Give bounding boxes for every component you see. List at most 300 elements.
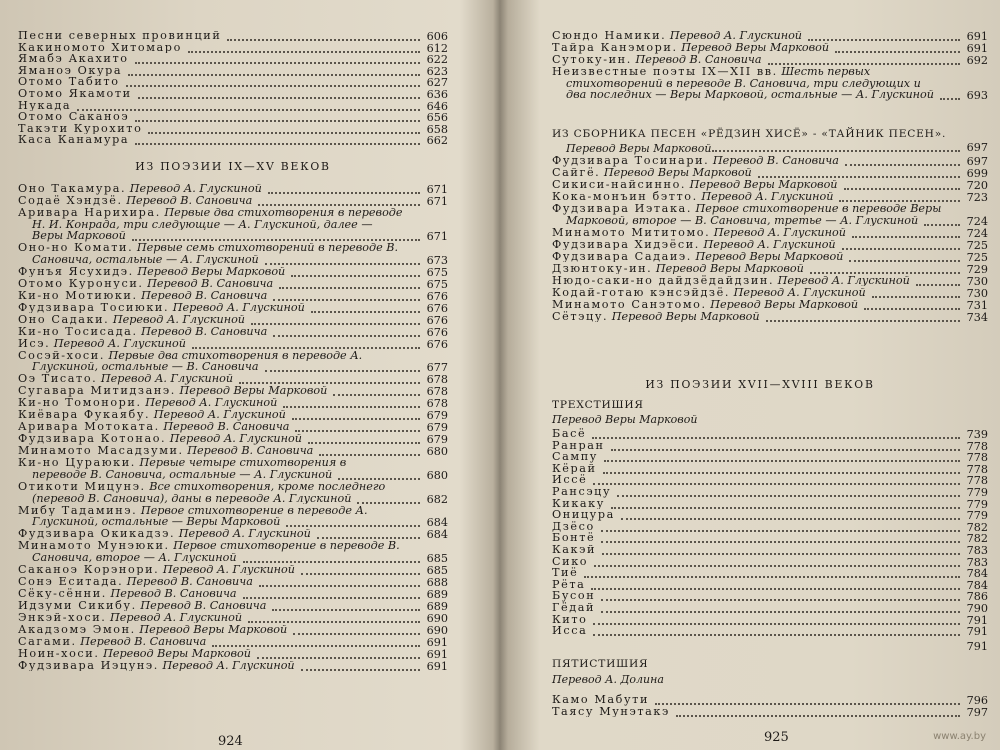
- toc-page-number: 675: [426, 277, 448, 291]
- author-name: Минамото Мунэюки.: [18, 540, 170, 552]
- translator-note: Перевод В. Сановича: [122, 195, 253, 207]
- toc-entry-line: [552, 89, 962, 101]
- dot-leader: [291, 273, 420, 277]
- dot-leader: [808, 37, 960, 41]
- translator-note: Первые два стихотворения в переводе: [160, 207, 403, 219]
- author-name: Оницура: [552, 509, 615, 521]
- author-name: Таясу Мунэтакэ: [552, 705, 670, 718]
- dot-leader: [602, 551, 960, 555]
- dot-leader: [940, 96, 960, 100]
- toc-page-number: 724: [966, 226, 988, 240]
- toc-page-number: 778: [966, 451, 988, 465]
- toc-page-number: 636: [426, 88, 448, 101]
- toc-page-number: 679: [426, 433, 448, 447]
- toc-page-number: 627: [426, 76, 448, 90]
- dot-leader: [852, 234, 960, 238]
- toc-page-number: 796: [966, 694, 988, 707]
- dot-leader: [849, 258, 960, 262]
- toc-page-number: 729: [966, 262, 988, 276]
- translator-note: Перевод А. Глускиной: [50, 337, 186, 350]
- translator-note: Перевод Веры Марковой: [133, 265, 286, 278]
- subheading-three-line: ТРЕХСТИШИЯ: [552, 399, 644, 411]
- dot-leader: [192, 345, 420, 349]
- author-name: Сюндо Намики.: [552, 30, 667, 42]
- translator-note: Перевод А. Глускиной: [699, 238, 836, 251]
- author-name: Саканоэ Корэнори.: [18, 563, 160, 576]
- toc-entry-line: [18, 540, 408, 552]
- author-name: Ки-но Цураюки.: [18, 457, 136, 469]
- author-name: Ки-но Томонори.: [18, 397, 142, 409]
- author-name: Кёрай: [552, 462, 597, 475]
- author-name: Ноин-хоси.: [18, 647, 100, 660]
- dot-leader: [293, 631, 420, 635]
- dot-leader: [842, 246, 960, 250]
- dot-leader: [592, 435, 960, 439]
- dot-leader: [617, 493, 960, 497]
- author-name: Неизвестные поэты IX—XII вв.: [552, 66, 778, 78]
- section-heading-ix-xv: ИЗ ПОЭЗИИ IX—XV ВЕКОВ: [135, 160, 331, 173]
- dot-leader: [135, 118, 420, 122]
- translator-note: переводе В. Сановича, остальные — А. Глускиной: [32, 468, 333, 481]
- translator-note: Глускиной, остальные — Веры Марковой: [32, 516, 281, 528]
- author-name: Оэ Тисато.: [18, 373, 98, 385]
- toc-page-number: 691: [966, 42, 988, 55]
- translator-note: Перевод В. Сановича: [106, 587, 237, 600]
- translator-note: Марковой, второе — В. Сановича, третье — А. Глускиной: [566, 214, 919, 227]
- translator-note: Сановича, остальные — А. Глускиной: [32, 253, 259, 266]
- translator-note: Перевод А. Глускиной: [97, 373, 234, 385]
- dot-leader: [132, 237, 420, 241]
- toc-page-number: 684: [426, 516, 448, 530]
- toc-page-number: 691: [966, 30, 988, 43]
- toc-entry-line: [18, 207, 408, 219]
- dot-leader: [601, 609, 960, 613]
- watermark: www.ay.by: [933, 731, 986, 742]
- translator-note: Перевод В. Сановича: [137, 289, 268, 302]
- toc-page-number: 678: [426, 385, 448, 399]
- translator-note: Первое стихотворение в переводе Веры: [691, 203, 942, 215]
- translator-note: Перевод В. Сановича: [143, 277, 274, 290]
- dot-leader: [77, 107, 420, 111]
- toc-page-number: 689: [426, 599, 448, 613]
- collection-note: Перевод Веры Марковой: [566, 142, 712, 155]
- toc-page-number: 680: [426, 469, 448, 482]
- translator-note: Н. И. Конрада, три следующие — А. Глускиной, далее —: [32, 218, 373, 231]
- author-name: Аривара Мотоката.: [18, 421, 160, 433]
- toc-page-number: 784: [966, 578, 988, 592]
- toc-page-number: 691: [426, 647, 448, 661]
- author-name: Нюдо-саки-но дайдзёдайдзин.: [552, 274, 775, 287]
- toc-page-number: 690: [426, 623, 448, 637]
- author-name: Бусон: [552, 590, 596, 602]
- translator-note: Перевод В. Сановича: [123, 575, 253, 588]
- toc-entry-line: [552, 215, 962, 227]
- dot-leader: [835, 49, 960, 53]
- author-name: Фудзивара Тосинари.: [552, 155, 710, 167]
- toc-page-number: 725: [966, 250, 988, 264]
- dot-leader: [272, 607, 420, 611]
- dot-leader: [844, 186, 960, 190]
- toc-page-number: 690: [426, 611, 448, 625]
- author-name: Идзуми Сикибу.: [18, 599, 137, 612]
- translator-note: Первые семь стихотворений в переводе В.: [133, 242, 399, 254]
- translator-note: Перевод А. Глускиной: [175, 528, 311, 540]
- toc-page-number: 678: [426, 373, 448, 387]
- toc-entry-line: [552, 203, 948, 215]
- toc-page-number: 783: [966, 544, 988, 557]
- author-name: Аривара Нарихира.: [18, 207, 161, 219]
- translator-note: Перевод А. Глускиной: [109, 313, 246, 326]
- toc-page-number: 797: [966, 705, 988, 719]
- toc-entry: [552, 66, 988, 101]
- toc-page-number: 786: [966, 590, 988, 604]
- translator-note: Перевод В. Сановича: [136, 599, 267, 612]
- dot-leader: [292, 416, 420, 420]
- dot-leader: [319, 452, 420, 456]
- translator-note: Глускиной, остальные — В. Сановича: [32, 361, 259, 373]
- toc-page-number: 679: [426, 409, 448, 423]
- author-name: Фудзивара Иэтака.: [552, 203, 692, 215]
- toc-page-number: 725: [966, 238, 988, 252]
- author-name: Отомо Саканоэ: [18, 111, 130, 123]
- dot-leader: [273, 333, 420, 337]
- toc-page-number: 692: [966, 54, 988, 67]
- author-name: Отомо Куронуси.: [18, 277, 144, 290]
- toc-page-number: 779: [966, 486, 988, 499]
- toc-page-number: 784: [966, 567, 988, 581]
- dot-leader: [257, 655, 420, 659]
- dot-leader: [243, 595, 420, 599]
- toc-page-number: 691: [426, 635, 448, 649]
- dot-leader: [712, 148, 960, 152]
- dot-leader: [810, 270, 960, 274]
- translator-note: Шесть первых: [777, 66, 871, 78]
- translator-note: Перевод Веры Марковой: [600, 167, 752, 179]
- author-name: Какэй: [552, 544, 597, 556]
- author-name: Оно Такамура.: [18, 183, 127, 195]
- author-name: Дзёсо: [552, 520, 595, 533]
- author-name: Кока-монъин бэтто.: [552, 191, 698, 203]
- toc-entry-line: [552, 66, 948, 78]
- author-name: Отикоти Мицунэ.: [18, 481, 146, 493]
- author-name: Сёку-сённи.: [18, 587, 107, 600]
- toc-page-number: 682: [426, 492, 448, 506]
- dot-leader: [924, 222, 960, 226]
- dot-leader: [594, 563, 960, 567]
- translator-note: Перевод А. Глускиной: [774, 274, 910, 287]
- dot-leader: [916, 282, 960, 286]
- toc-page-number: 778: [966, 474, 988, 488]
- translator-note: Перевод А. Глускиной: [106, 611, 243, 624]
- translator-note: Перевод А. Глускиной: [166, 433, 302, 445]
- dot-leader: [591, 586, 960, 590]
- dot-leader: [333, 392, 420, 396]
- dot-leader: [593, 481, 960, 485]
- dot-leader: [601, 597, 960, 601]
- dot-leader: [283, 404, 420, 408]
- translator-note: Перевод В. Сановича: [76, 635, 207, 648]
- toc-page-number: 782: [966, 520, 988, 534]
- dot-leader: [766, 318, 960, 322]
- toc-page-number: 699: [966, 167, 988, 180]
- author-name: Исса: [552, 625, 588, 637]
- dot-leader: [845, 162, 960, 166]
- dot-leader: [308, 440, 420, 444]
- toc-page-number: 720: [966, 179, 988, 192]
- author-name: Ямабэ Акахито: [18, 53, 129, 65]
- dot-leader: [268, 190, 420, 194]
- toc-page-number: 791: [966, 625, 988, 639]
- toc-page-number: 646: [426, 99, 448, 113]
- dot-leader: [258, 202, 420, 206]
- translator-note: Перевод А. Глускиной: [141, 397, 278, 409]
- toc-page-number: 623: [426, 64, 448, 78]
- dot-leader: [295, 428, 420, 432]
- toc-page-number: 778: [966, 462, 988, 476]
- dot-leader: [584, 574, 960, 578]
- translator-note: Перевод В. Сановича: [183, 445, 314, 457]
- translator-note: Первое стихотворение в переводе В.: [169, 540, 400, 552]
- toc-page-number: 731: [966, 298, 988, 312]
- author-name: Ки-но Мотиюки.: [18, 289, 138, 302]
- translator-note: Перевод Веры Марковой: [175, 385, 328, 397]
- translator-note: Перевод Веры Марковой: [691, 250, 844, 263]
- author-name: Тайра Канэмори.: [552, 42, 678, 54]
- dot-leader: [301, 667, 420, 671]
- toc-page-number: 779: [966, 509, 988, 523]
- dot-leader: [357, 500, 420, 504]
- dot-leader: [265, 368, 420, 372]
- author-name: Такэти Курохито: [18, 122, 143, 135]
- author-name: Фудзивара Тосиюки.: [18, 301, 170, 314]
- translator-note: Перевод А. Глускиной: [126, 183, 262, 195]
- toc-page-number: 671: [426, 230, 448, 244]
- translator-note: Перевод А. Глускиной: [158, 659, 295, 672]
- author-name: Яманоэ Окура: [18, 64, 123, 77]
- dot-leader: [839, 198, 960, 202]
- dot-leader: [286, 523, 420, 527]
- toc-entry-line: [18, 350, 408, 362]
- author-name: Кодай-готаю кэнсэйдзё.: [552, 286, 731, 299]
- author-name: Иссё: [552, 474, 588, 486]
- dot-leader: [768, 61, 960, 65]
- translator-note: Веры Марковой: [32, 230, 126, 242]
- dot-leader: [601, 528, 960, 532]
- author-name: Отомо Табито: [18, 76, 120, 88]
- translator-note: Перевод Веры Марковой: [135, 623, 288, 636]
- toc-entry-line: [552, 78, 962, 90]
- dot-leader: [248, 619, 420, 623]
- author-name: Тиё: [552, 567, 579, 579]
- author-name: Фудзивара Хидэёси.: [552, 238, 700, 251]
- dot-leader: [611, 447, 960, 451]
- author-name: Сагами.: [18, 635, 77, 648]
- author-name: Кито: [552, 613, 588, 626]
- toc-page-number: 671: [426, 183, 448, 196]
- dot-leader: [604, 458, 960, 462]
- toc-entry-line: [18, 481, 408, 493]
- dot-leader: [603, 470, 960, 474]
- dot-leader: [135, 141, 420, 145]
- translator-note: Перевод Веры Марковой: [608, 310, 760, 323]
- toc-page-number: 685: [426, 551, 448, 565]
- dot-leader: [655, 701, 960, 705]
- toc-page-number: 606: [426, 30, 448, 43]
- dot-leader: [188, 49, 420, 53]
- translator-note: Перевод А. Глускиной: [150, 409, 286, 421]
- dot-leader: [243, 559, 420, 563]
- dot-leader: [593, 632, 960, 636]
- translator-note: Перевод А. Глускиной: [730, 286, 866, 299]
- author-name: Минамото Масадзуми.: [18, 445, 184, 457]
- toc-page-number: 688: [426, 575, 448, 589]
- toc-page-number: 676: [426, 301, 448, 315]
- author-name: Акадзомэ Эмон.: [18, 623, 136, 636]
- translator-note: Перевод Веры Марковой: [677, 42, 830, 54]
- toc-page-number: 676: [426, 289, 448, 303]
- translator-note: Первые два стихотворения в переводе А.: [105, 349, 363, 362]
- dot-leader: [273, 297, 420, 301]
- author-name: Сутоку-ин.: [552, 54, 632, 66]
- dot-leader: [864, 306, 960, 310]
- toc-page-number: 662: [426, 134, 448, 148]
- dot-leader: [148, 130, 420, 134]
- author-name: Кикаку: [552, 497, 605, 510]
- toc-page-number: 730: [966, 274, 988, 288]
- author-name: Какиномото Хитомаро: [18, 41, 182, 54]
- dot-leader: [259, 583, 420, 587]
- toc-page-number: 791: [966, 640, 988, 653]
- author-name: Исэ.: [18, 337, 51, 350]
- dot-leader: [138, 95, 420, 99]
- translator-note: Перевод А. Глускиной: [666, 30, 803, 42]
- author-name: Фунъя Ясухидэ.: [18, 265, 134, 278]
- translator-note: Перевод А. Глускиной: [159, 563, 295, 576]
- toc-page-number: 783: [966, 555, 988, 569]
- translator-note: Перевод В. Сановича: [137, 325, 268, 338]
- author-name: Камо Мабути: [552, 694, 650, 706]
- toc-page-number: 791: [966, 613, 988, 627]
- author-name: Фудзивара Котонао.: [18, 433, 167, 445]
- dot-leader: [311, 309, 420, 313]
- toc-page-number: 778: [966, 439, 988, 453]
- dot-leader: [301, 571, 420, 575]
- author-name: Фудзивара Садаиэ.: [552, 250, 692, 263]
- toc-page-number: 685: [426, 563, 448, 577]
- toc-entry-line: [18, 242, 408, 254]
- author-name: Сайгё.: [552, 167, 601, 179]
- dot-leader: [758, 174, 960, 178]
- dot-leader: [251, 321, 420, 325]
- toc-page-number: 679: [426, 421, 448, 435]
- author-name: Ки-но Тосисада.: [18, 325, 138, 338]
- toc-page-number: 675: [426, 265, 448, 279]
- translator-note: Перевод А. Глускиной: [710, 226, 846, 239]
- dot-leader: [338, 476, 420, 480]
- author-name: Рансэцу: [552, 486, 612, 498]
- translator-note: Перевод Веры Марковой: [99, 647, 251, 660]
- page-number-left: 924: [218, 734, 243, 749]
- collection-heading: ИЗ СБОРНИКА ПЕСЕН «РЁДЗИН ХИСЁ» - «ТАЙНИК ПЕСЕН».: [552, 128, 947, 140]
- toc-entry: [552, 203, 988, 226]
- author-name: Оно-но Комати.: [18, 242, 134, 254]
- toc-page-number: 656: [426, 111, 448, 125]
- author-name: Гёдай: [552, 602, 596, 614]
- translator-note: два последних — Веры Марковой, остальные — А. Глускиной: [566, 89, 934, 101]
- author-name: Рёта: [552, 578, 586, 591]
- translator-note: Перевод А. Глускиной: [697, 191, 834, 203]
- toc-page-number: 673: [426, 253, 448, 267]
- author-name: Сётэцу.: [552, 310, 609, 323]
- toc-entry-line: [18, 457, 408, 469]
- dot-leader: [135, 60, 420, 64]
- toc-page-number: 724: [966, 214, 988, 228]
- author-name: Песни северных провинций: [18, 30, 222, 42]
- author-name: Сосэй-хоси.: [18, 349, 105, 362]
- translator-note: Перевод В. Сановича: [709, 155, 839, 167]
- translator-note: Перевод В. Сановича: [631, 54, 762, 66]
- toc-page-number: 671: [426, 195, 448, 208]
- toc-page-number: 691: [426, 659, 448, 673]
- author-name: Сугавара Митидзанэ.: [18, 385, 176, 397]
- toc-page-number: 612: [426, 41, 448, 55]
- toc-page-number: 676: [426, 337, 448, 351]
- author-name: Сико: [552, 555, 589, 568]
- author-name: Оно Садаки.: [18, 313, 110, 326]
- translator-note: Первое стихотворение в переводе А.: [137, 504, 368, 517]
- dot-leader: [128, 72, 420, 76]
- translator-note: Перевод Веры Марковой: [706, 298, 859, 311]
- author-name: Минамото Санэтомо.: [552, 298, 707, 311]
- dot-leader: [317, 535, 420, 539]
- author-name: Отомо Якамоти: [18, 88, 132, 100]
- dot-leader: [212, 643, 420, 647]
- dot-leader: [676, 713, 960, 717]
- translator-note: Перевод Веры Марковой: [686, 179, 838, 191]
- toc-page-number: 734: [966, 310, 988, 324]
- toc-page-number: 689: [426, 587, 448, 601]
- toc-page-number: 678: [426, 397, 448, 411]
- toc-page-number: 779: [966, 497, 988, 511]
- subheading-five-line-note: Перевод А. Долина: [552, 673, 664, 686]
- toc-page-number: 723: [966, 191, 988, 204]
- author-name: Фудзивара Окикадзэ.: [18, 528, 176, 540]
- subheading-five-line: ПЯТИСТИШИЯ: [552, 658, 649, 670]
- toc-page-number: 790: [966, 602, 988, 615]
- dot-leader: [239, 380, 420, 384]
- page-number-right: 925: [764, 730, 789, 745]
- dot-leader: [611, 505, 960, 509]
- author-name: Фудзивара Иэцунэ.: [18, 659, 159, 672]
- toc-entry-line: [552, 275, 948, 287]
- author-name: Минамото Мититомо.: [552, 226, 711, 239]
- toc-entry-line: [18, 505, 408, 517]
- toc-page-number: 622: [426, 53, 448, 67]
- translator-note: (перевод В. Сановича), даны в переводе А. Глускиной: [32, 492, 352, 505]
- toc-page-number: 684: [426, 528, 448, 542]
- author-name: Нукада: [18, 99, 72, 112]
- dot-leader: [227, 37, 420, 41]
- author-name: Киёвара Фукаябу.: [18, 409, 151, 421]
- translator-note: Сановича, второе — А. Глускиной: [32, 551, 237, 564]
- toc-page-number: 739: [966, 428, 988, 441]
- toc-page-number: 677: [426, 361, 448, 375]
- collection-page: 697: [966, 141, 988, 154]
- translator-note: стихотворений в переводе В. Сановича, три следующих и: [566, 77, 921, 90]
- translator-note: Все стихотворения, кроме последнего: [145, 481, 386, 493]
- author-name: Мибу Тадаминэ.: [18, 504, 138, 517]
- translator-note: Перевод А. Глускиной: [169, 301, 305, 314]
